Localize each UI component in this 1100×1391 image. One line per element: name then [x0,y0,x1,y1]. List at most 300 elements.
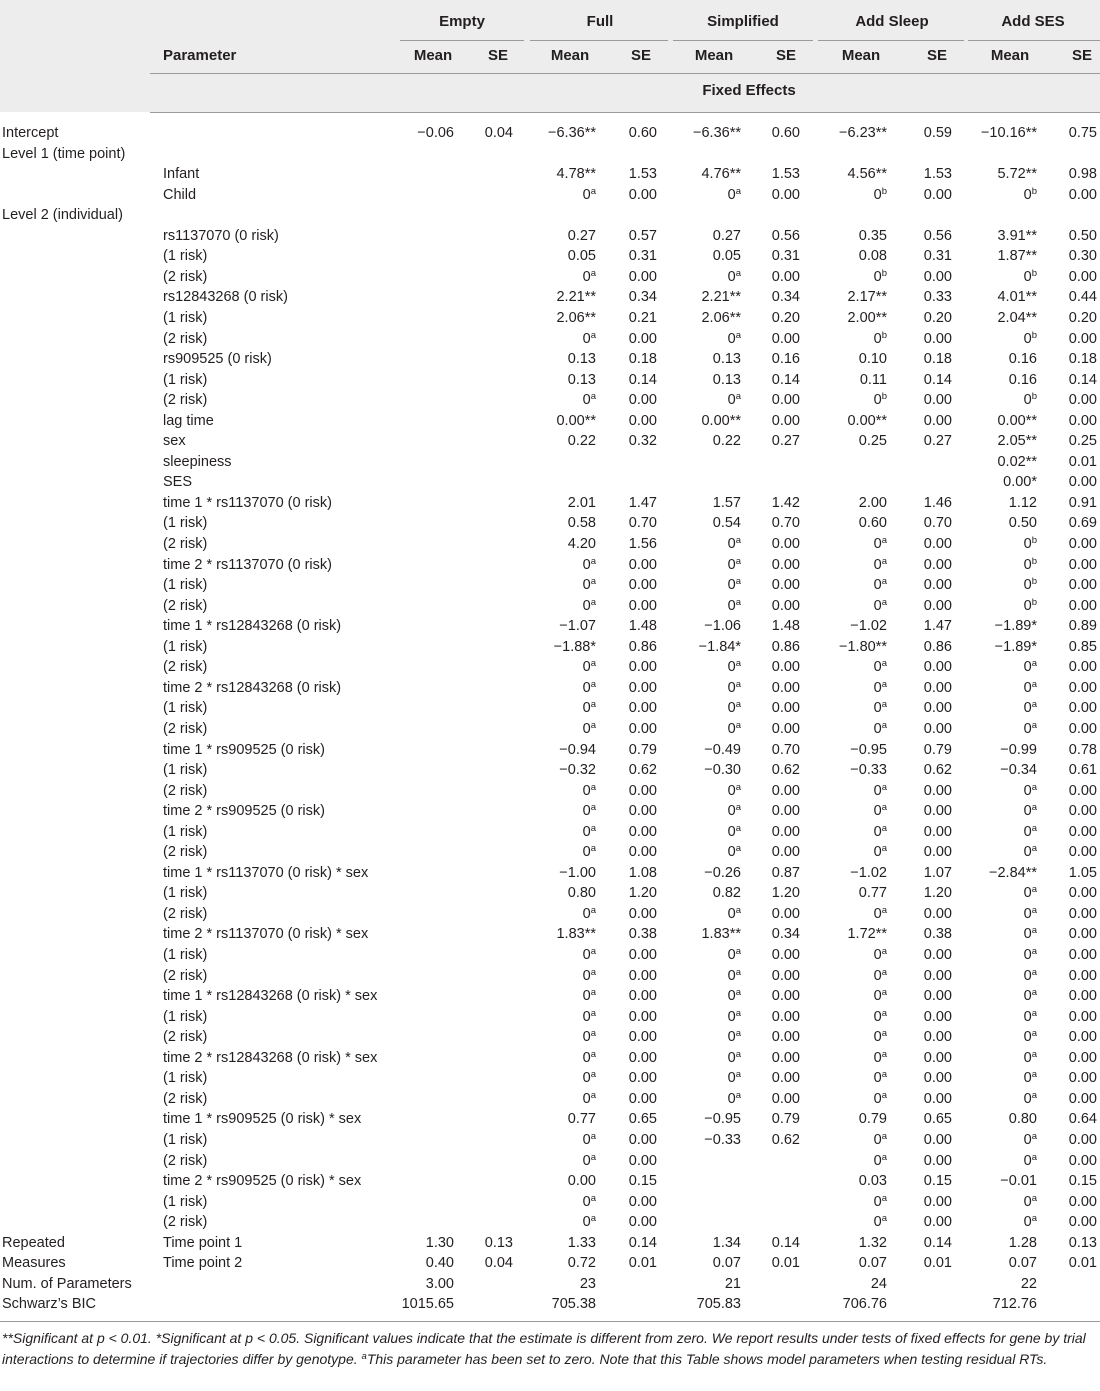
cell-mean: 22 [1020,1275,1037,1292]
row-group-label: Schwarz’s BIC [2,1296,97,1313]
cell-se: 0.62 [923,762,952,779]
footnote-marker: b [881,185,887,197]
footnote-marker: a [590,781,596,793]
cell-mean: 0$^a$ [873,1213,887,1231]
cell-se: 0.00 [1068,823,1097,840]
cell-se: 0.00 [1068,1008,1097,1025]
cell-mean: 0.72 [567,1255,596,1272]
cell-mean: 0.00** [847,412,887,429]
cell-mean: 0.13 [712,371,741,388]
cell-mean: 0$^a$ [727,576,741,594]
footnote-marker: a [590,1069,596,1081]
group-rule-add-ses [968,40,1100,41]
row-parameter-label: (1 risk) [163,638,208,655]
footnote-marker: a [881,678,887,690]
cell-se: 0.15 [1068,1173,1097,1190]
row-parameter-label: (2 risk) [163,536,208,552]
cell-mean: 0.16 [1008,351,1037,368]
footnote-marker: a [735,719,741,731]
row-parameter-label: time 2 * rs1137070 (0 risk) * sex [163,926,369,943]
footnote-marker: a [881,719,887,731]
cell-se: 0.00 [1068,474,1097,491]
footnote-marker: a [735,555,741,567]
cell-mean: 0.60 [858,515,887,532]
cell-mean: 0$^a$ [1023,925,1037,943]
cell-se: 0.18 [923,351,952,368]
cell-mean: 0$^a$ [1023,781,1037,799]
footnote-marker: a [1031,904,1037,916]
row-parameter-label: (2 risk) [163,720,208,737]
cell-se: 0.00 [923,597,952,614]
cell-mean: 4.56** [847,166,887,183]
cell-se: 0.00 [1068,905,1097,922]
subheader-se: SE [926,47,947,64]
cell-mean: 4.01** [997,289,1037,306]
cell-mean: 1.33 [567,1234,596,1251]
subheader-se: SE [630,47,651,64]
cell-mean: 0.05 [712,248,741,265]
cell-mean: 0.07 [858,1255,887,1272]
cell-se: 0.00 [923,392,952,409]
cell-se: 0.00 [923,1214,952,1231]
footnote-marker: a [590,1213,596,1225]
footnote-marker: a [590,1089,596,1101]
cell-mean: 4.20 [567,536,596,552]
cell-mean: 0$^a$ [727,267,741,285]
cell-mean: 1.72** [847,926,887,943]
table-row [0,371,1100,391]
cell-se: 0.00 [628,679,657,696]
footnote-marker: b [1031,329,1037,341]
table-row [0,617,1100,637]
footnote-marker: a [735,904,741,916]
cell-mean: 0$^a$ [582,719,596,737]
row-parameter-label: (2 risk) [163,905,208,922]
footnote-marker: b [1031,391,1037,403]
row-parameter-label: rs909525 (0 risk) [163,351,272,368]
row-parameter-label: Child [163,186,197,203]
footnote-marker: a [1031,1089,1037,1101]
cell-mean: 0.54 [712,515,741,532]
cell-mean: 0$^a$ [873,678,887,696]
cell-mean: −1.84* [698,638,741,655]
cell-se: 0.00 [923,823,952,840]
footnote-marker: a [1031,987,1037,999]
cell-mean: 0$^a$ [1023,1213,1037,1231]
cell-mean: 0$^a$ [873,596,887,614]
cell-mean: 0.16 [1008,371,1037,388]
cell-se: 0.61 [1068,762,1097,779]
group-header-full: Full [586,13,614,30]
footnote-marker: a [1031,884,1037,896]
subheader-se: SE [775,47,796,64]
table-row [0,514,1100,534]
cell-mean: −0.95 [850,741,887,758]
footnote-marker: a [735,658,741,670]
cell-mean: −1.80** [839,638,887,655]
cell-mean: 2.00 [858,494,887,511]
table-row [0,473,1100,493]
cell-se: 0.00 [771,967,800,984]
cell-mean: −1.89* [994,638,1037,655]
table-row [0,1008,1100,1028]
footnote-marker: a [590,987,596,999]
cell-se: 0.00 [923,700,952,717]
cell-se: 0.00 [1068,885,1097,902]
subheader-mean: Mean [694,47,734,64]
cell-mean: 0$^a$ [727,1007,741,1025]
footnote-marker: a [881,802,887,814]
cell-mean: 0$^a$ [873,946,887,963]
cell-mean: −0.95 [704,1111,741,1128]
table-row [0,1193,1100,1213]
cell-mean: −1.02 [850,618,887,635]
cell-mean: 0$^a$ [1023,699,1037,717]
cell-se: 0.00 [771,905,800,922]
cell-se: 0.04 [484,125,513,141]
cell-mean: 0$^a$ [727,966,741,984]
footnote-marker: a [1031,699,1037,711]
cell-mean: 0$^a$ [582,966,596,984]
table-row [0,165,1100,185]
cell-se: 0.34 [771,926,800,943]
cell-mean: 705.38 [551,1296,596,1313]
cell-mean: −0.26 [704,864,741,881]
cell-se: 0.00 [628,577,657,594]
table-row [0,638,1100,658]
footnote-marker: a [881,966,887,978]
cell-mean: 0$^a$ [582,987,596,1005]
cell-mean: 0$^a$ [582,802,596,820]
cell-se: 0.00 [771,947,800,963]
table-row [0,432,1100,452]
group-rule-simplified [673,40,813,41]
cell-mean: 0$^a$ [873,555,887,573]
cell-mean: 21 [724,1275,741,1292]
table-row [0,350,1100,370]
cell-se: 0.34 [771,289,800,306]
row-parameter-label: (1 risk) [163,823,208,840]
cell-mean: 0.80 [567,885,596,902]
row-parameter-label: time 2 * rs12843268 (0 risk) [163,679,342,696]
footnote-marker: a [590,802,596,814]
cell-mean: 0$^a$ [582,699,596,717]
cell-se: 0.85 [1068,638,1097,655]
group-rule-full [530,40,668,41]
footnote-marker: a [735,185,741,197]
table-row [0,761,1100,781]
footnote-marker: a [590,1048,596,1060]
cell-mean: 0$^a$ [582,1151,596,1169]
cell-mean: 0$^a$ [873,658,887,676]
row-group-label: Level 2 (individual) [2,207,123,224]
cell-mean: 0$^a$ [873,1130,887,1148]
cell-mean: 2.21** [701,289,741,306]
table-row [0,1254,1100,1274]
cell-mean: −6.36** [548,125,596,141]
cell-se: 0.00 [923,1193,952,1210]
cell-se: 0.14 [628,371,657,388]
footnote-marker: b [1031,596,1037,608]
cell-se: 0.14 [1068,371,1097,388]
cell-mean: 2.05** [997,433,1037,450]
cell-mean: 0.80 [1008,1111,1037,1128]
cell-se: 0.62 [628,762,657,779]
cell-mean: 2.04** [997,309,1037,326]
footnote-marker: a [881,1069,887,1081]
cell-se: 0.75 [1068,125,1097,141]
cell-se: 0.00 [628,823,657,840]
table-row [0,679,1100,699]
cell-mean: 0$^a$ [582,1213,596,1231]
table-row [0,1152,1100,1172]
cell-se: 0.00 [628,186,657,203]
footnote-marker: a [1031,1151,1037,1163]
cell-se: 0.00 [1068,268,1097,285]
cell-se: 0.00 [1068,1131,1097,1148]
cell-se: 0.79 [771,1111,800,1128]
subheader-se: SE [1071,47,1092,64]
cell-mean: 0.07 [1008,1255,1037,1272]
cell-mean: 0$^a$ [727,555,741,573]
cell-se: 0.00 [1068,782,1097,799]
cell-se: 0.00 [1068,988,1097,1005]
cell-mean: −0.34 [1000,762,1037,779]
cell-se: 0.70 [628,515,657,532]
cell-se: 0.69 [1068,515,1097,532]
cell-se: 0.01 [923,1255,952,1272]
cell-mean: 712.76 [992,1296,1037,1313]
cell-se: 0.00 [923,1131,952,1148]
footnote-marker: a [881,699,887,711]
row-parameter-label: lag time [163,412,214,429]
table-row [0,330,1100,350]
cell-se: 1.20 [771,885,800,902]
cell-mean: 3.91** [997,227,1037,244]
cell-se: 0.00 [1068,1214,1097,1231]
cell-mean: 0$^a$ [582,1028,596,1046]
cell-mean: 0$^a$ [727,678,741,696]
cell-mean: 0$^a$ [1023,884,1037,902]
cell-mean: 0.00 [567,1173,596,1190]
cell-mean: 0$^b$ [1023,576,1037,594]
cell-se: 0.31 [923,248,952,265]
cell-mean: 0$^a$ [873,1007,887,1025]
cell-se: 0.00 [628,330,657,347]
cell-se: 0.89 [1068,618,1097,635]
row-group-label: Intercept [2,125,59,141]
cell-se: 0.00 [1068,926,1097,943]
row-parameter-label: time 1 * rs12843268 (0 risk) [163,618,342,635]
section-rule [150,112,1100,113]
cell-mean: 0$^a$ [1023,678,1037,696]
cell-mean: 0.40 [425,1255,454,1272]
footnote-marker: b [1031,185,1037,197]
cell-mean: 0$^a$ [582,596,596,614]
cell-mean: 0$^a$ [1023,904,1037,922]
footnote-marker: a [735,1089,741,1101]
cell-se: 0.33 [923,289,952,306]
row-parameter-label: (1 risk) [163,248,208,265]
cell-mean: −1.00 [559,864,596,881]
cell-mean: 0.00** [701,412,741,429]
group-rule-empty [400,40,524,41]
cell-se: 0.00 [628,1049,657,1066]
row-parameter-label: (1 risk) [163,1008,208,1025]
footnote-marker: a [735,781,741,793]
cell-se: 0.00 [771,803,800,820]
row-parameter-label: time 1 * rs12843268 (0 risk) * sex [163,988,378,1005]
cell-se: 0.86 [923,638,952,655]
row-parameter-label: (2 risk) [163,268,208,285]
group-rule-add-sleep [818,40,964,41]
footnote-marker: a [881,596,887,608]
cell-se: 0.59 [923,125,952,141]
group-header-add-sleep: Add Sleep [855,13,929,30]
table-row [0,905,1100,925]
cell-mean: 0$^a$ [727,781,741,799]
cell-se: 0.00 [771,577,800,594]
cell-mean: 1.12 [1008,494,1037,511]
cell-se: 0.00 [1068,1090,1097,1107]
cell-se: 0.00 [628,1090,657,1107]
cell-se: 0.00 [628,947,657,963]
footnote-marker: a [1031,1069,1037,1081]
table-row [0,782,1100,802]
cell-mean: 0$^a$ [582,185,596,203]
cell-se: 0.00 [628,720,657,737]
footnote-marker: a [1031,678,1037,690]
row-parameter-label: time 2 * rs909525 (0 risk) [163,803,325,820]
footnote-marker: a [881,987,887,999]
cell-se: 0.00 [771,330,800,347]
row-group-label: Measures [2,1255,66,1272]
cell-se: 0.00 [628,1214,657,1231]
cell-mean: 0.50 [1008,515,1037,532]
row-group-label: Level 1 (time point) [2,145,126,162]
cell-se: 0.00 [771,392,800,409]
cell-se: 0.00 [771,1008,800,1025]
cell-se: 1.53 [628,166,657,183]
cell-mean: 0$^a$ [727,185,741,203]
cell-mean: 0$^a$ [1023,987,1037,1005]
cell-se: 0.00 [628,700,657,717]
cell-se: 0.00 [1068,1070,1097,1087]
table-row [0,1028,1100,1048]
cell-se: 1.46 [923,494,952,511]
cell-mean: 0.00** [556,412,596,429]
cell-mean: −1.07 [559,618,596,635]
cell-mean: 0$^a$ [727,329,741,347]
row-parameter-label: (2 risk) [163,1029,208,1046]
cell-mean: 1.83** [701,926,741,943]
cell-se: 0.15 [628,1173,657,1190]
cell-mean: 0$^b$ [1023,391,1037,409]
footnote-marker: a [735,966,741,978]
cell-mean: 2.17** [847,289,887,306]
footnote-marker: a [881,822,887,834]
cell-mean: 0$^a$ [727,391,741,409]
cell-mean: 0$^a$ [873,843,887,861]
cell-se: 0.00 [1068,803,1097,820]
cell-mean: 0$^a$ [727,843,741,861]
cell-mean: 0$^a$ [873,966,887,984]
footnote-marker: b [881,391,887,403]
footnote-marker: a [1031,781,1037,793]
cell-se: 0.00 [771,597,800,614]
table-row [0,494,1100,514]
cell-se: 1.47 [628,494,657,511]
footnote-marker: a [1031,925,1037,937]
cell-mean: 0$^a$ [873,1151,887,1169]
cell-mean: 0.82 [712,885,741,902]
row-parameter-label: Time point 1 [163,1234,243,1251]
footnote-marker: a [1031,802,1037,814]
cell-se: 0.00 [923,536,952,552]
cell-se: 0.00 [923,905,952,922]
row-parameter-label: (1 risk) [163,577,208,594]
cell-se: 0.00 [923,1029,952,1046]
cell-mean: −0.32 [559,762,596,779]
cell-mean: 0$^b$ [1023,185,1037,203]
footnote-marker: a [590,329,596,341]
cell-mean: 0.11 [859,371,887,388]
cell-mean: 0.00** [997,412,1037,429]
cell-se: 0.04 [484,1255,513,1272]
cell-se: 0.01 [1068,453,1097,470]
row-parameter-label: sex [163,433,186,450]
cell-se: 0.27 [771,433,800,450]
cell-se: 0.00 [771,988,800,1005]
row-parameter-label: (1 risk) [163,700,208,717]
table-row [0,309,1100,329]
cell-mean: 0.22 [567,433,596,450]
footnote-marker: a [1031,1192,1037,1204]
subheader-mean: Mean [841,47,881,64]
cell-se: 0.00 [923,844,952,861]
table-row [0,391,1100,411]
cell-mean: −0.94 [559,741,596,758]
footnote-marker: a [1031,1028,1037,1040]
cell-se: 0.00 [923,720,952,737]
footnote-marker: a [735,576,741,588]
footnote-marker: a [735,699,741,711]
cell-mean: 0$^a$ [727,658,741,676]
cell-se: 0.14 [771,1234,800,1251]
row-parameter-label: sleepiness [163,453,232,470]
cell-se: 0.00 [628,1070,657,1087]
table-row [0,1069,1100,1089]
cell-mean: 0$^a$ [1023,1192,1037,1210]
cell-se: 0.14 [628,1234,657,1251]
row-group-label: Num. of Parameters [2,1275,132,1292]
cell-se: 0.65 [923,1111,952,1128]
cell-se: 1.56 [628,536,657,552]
cell-mean: 0$^a$ [727,822,741,840]
cell-se: 1.07 [923,864,952,881]
row-parameter-label: rs12843268 (0 risk) [163,289,288,306]
cell-se: 0.00 [628,988,657,1005]
table-row [0,946,1100,966]
footnote-marker: a [735,1048,741,1060]
section-label-fixed-effects: Fixed Effects [702,82,796,99]
footnote-marker: a [735,946,741,957]
cell-se: 0.20 [923,309,952,326]
table-row [0,802,1100,822]
cell-se: 0.00 [1068,556,1097,573]
cell-mean: 0.00* [1003,474,1037,491]
cell-se: 1.20 [923,885,952,902]
